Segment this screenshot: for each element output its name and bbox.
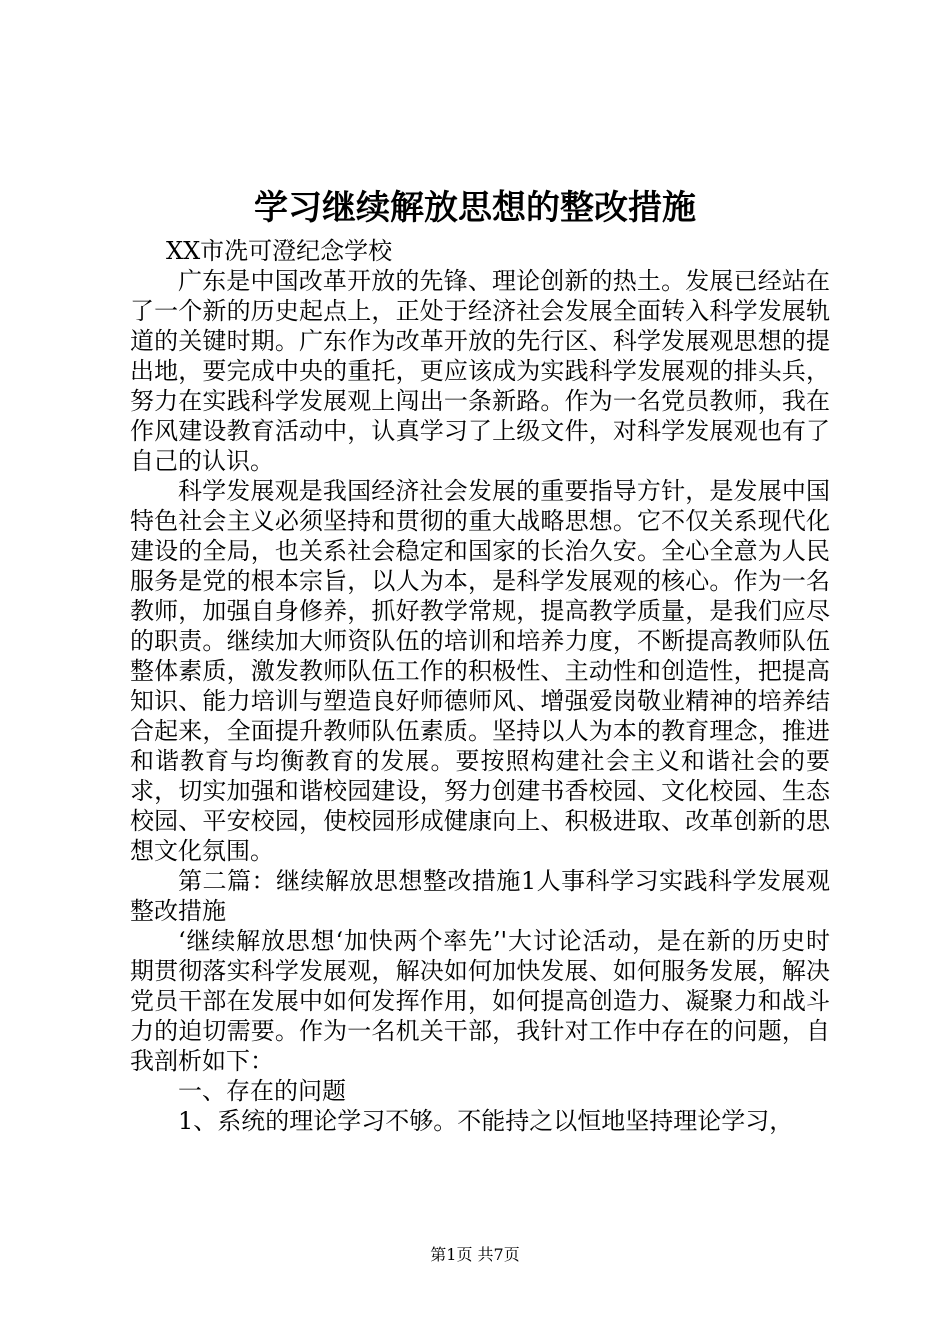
paragraph-3: 第二篇：继续解放思想整改措施1人事科学习实践科学发展观整改措施 <box>130 867 830 925</box>
paragraph-4: ‘继续解放思想‘加快两个率先’'大讨论活动，是在新的历史时期贯彻落实科学发展观，解决如何加快发展、如何服务发展，解决党员干部在发展中如何发挥作用，如何提高创造力、凝聚力和战斗力的迫切需要。作为一名机关干部，我针对工作中存在的问题，自我剖析如下： <box>130 927 830 1075</box>
section-heading: 一、存在的问题 <box>178 1077 346 1105</box>
document-body <box>130 236 830 1136</box>
paragraph-2: 科学发展观是我国经济社会发展的重要指导方针，是发展中国特色社会主义必须坚持和贯彻的重大战略思想。它不仅关系现代化建设的全局，也关系社会稳定和国家的长治久安。全心全意为人民服务是党的根本宗旨，以人为本，是科学发展观的核心。作为一名教师，加强自身修养，抓好教学常规，提高教学质量，是我们应尽的职责。继续加大师资队伍的培训和培养力度，不断提高教师队伍整体素质，激发教师队伍工作的积极性、主动性和创造性，把提高知识、能力培训与塑造良好师德师风、增强爱岗敬业精神的培养结合起来，全面提升教师队伍素质。坚持以人为本的教育理念，推进和谐教育与均衡教育的发展。要按照构建社会主义和谐社会的要求，切实加强和谐校园建设，努力创建书香校园、文化校园、生态校园、平安校园，使校园形成健康向上、积极进取、改革创新的思想文化氛围。 <box>130 477 830 865</box>
paragraph-1: 广东是中国改革开放的先锋、理论创新的热土。发展已经站在了一个新的历史起点上，正处于经济社会发展全面转入科学发展轨道的关键时期。广东作为改革开放的先行区、科学发展观思想的提出地，要完成中央的重托，更应该成为实践科学发展观的排头兵，努力在实践科学发展观上闯出一条新路。作为一名党员教师，我在作风建设教育活动中，认真学习了上级文件，对科学发展观也有了自己的认识。 <box>130 267 830 475</box>
paragraph-5: 1、系统的理论学习不够。不能持之以恒地坚持理论学习， <box>178 1107 794 1135</box>
page-footer: 第1页 共7页 <box>430 1245 520 1264</box>
document-title: 学习继续解放思想的整改措施 <box>254 188 696 228</box>
organization-line: XX市冼可澄纪念学校 <box>166 237 393 265</box>
